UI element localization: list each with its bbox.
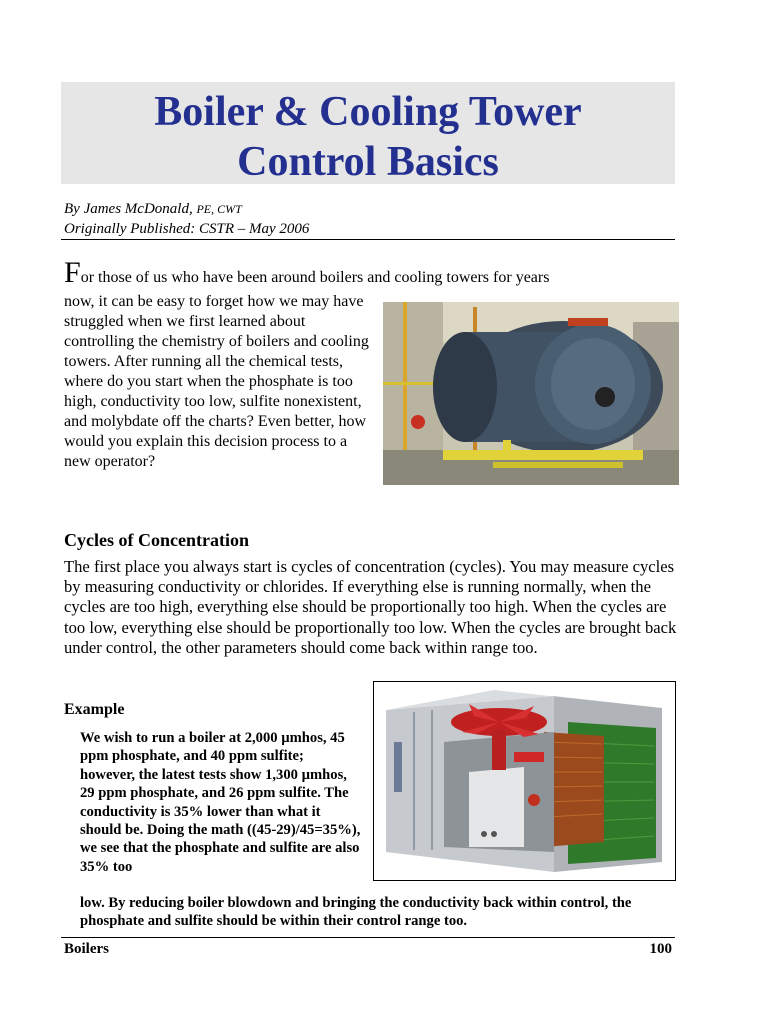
example-paragraph: We wish to run a boiler at 2,000 µmhos, 45 ppm phosphate, and 40 ppm sulfite; however, the latest tests show 1,300 µmhos, 29 ppm phosphate, and 26 ppm sulfite. The conductivity is 35% lower than what it should be. Doing the math ((45-29)/45=35%), we see that the phosphate and sulfite are also 35% too	[80, 730, 361, 875]
cooling-tower-figure	[373, 681, 676, 881]
title-line-1: Boiler & Cooling Tower	[154, 89, 582, 135]
page-number: 100	[649, 941, 672, 957]
footer-section-label: Boilers	[64, 941, 109, 957]
header-divider	[61, 239, 675, 240]
drop-cap: F	[64, 256, 81, 289]
title-banner	[61, 82, 675, 184]
title-line-2: Control Basics	[237, 139, 499, 185]
intro-first-line-text: or those of us who have been around boilers and cooling towers for years	[80, 269, 550, 286]
example-paragraph-continued: low. By reducing boiler blowdown and bringing the conductivity back within control, the phosphate and sulfite should be within their control range too.	[80, 895, 632, 930]
cycles-paragraph: The first place you always start is cycles of concentration (cycles). You may measure cycles by measuring conductivity or chlorides. If everything else is running normally, when the cycles are too high, everything else should be proportionally too high. When the cycles are too low, everything else should be proportionally too low. When the cycles are brought back under control, the other parameters should come back within range too.	[64, 557, 677, 657]
author-credentials: PE, CWT	[196, 202, 242, 216]
footer-divider	[61, 937, 675, 938]
publication-info: Originally Published: CSTR – May 2006	[64, 221, 310, 237]
boiler-photo	[383, 302, 679, 485]
example-heading: Example	[64, 701, 125, 718]
section-heading-cycles: Cycles of Concentration	[64, 530, 249, 550]
intro-paragraph: now, it can be easy to forget how we may have struggled when we first learned about controlling the chemistry of boilers and cooling towers. After running all the chemical tests, where do you start when the phosphate is too high, conductivity too low, sulfite nonexistent, and molybdate off the charts? Even better, how would you explain this decision process to a new operator?	[64, 293, 369, 470]
intro-first-line	[64, 258, 684, 288]
byline	[64, 199, 309, 239]
page-title	[61, 82, 675, 187]
author-name: By James McDonald,	[64, 201, 197, 217]
